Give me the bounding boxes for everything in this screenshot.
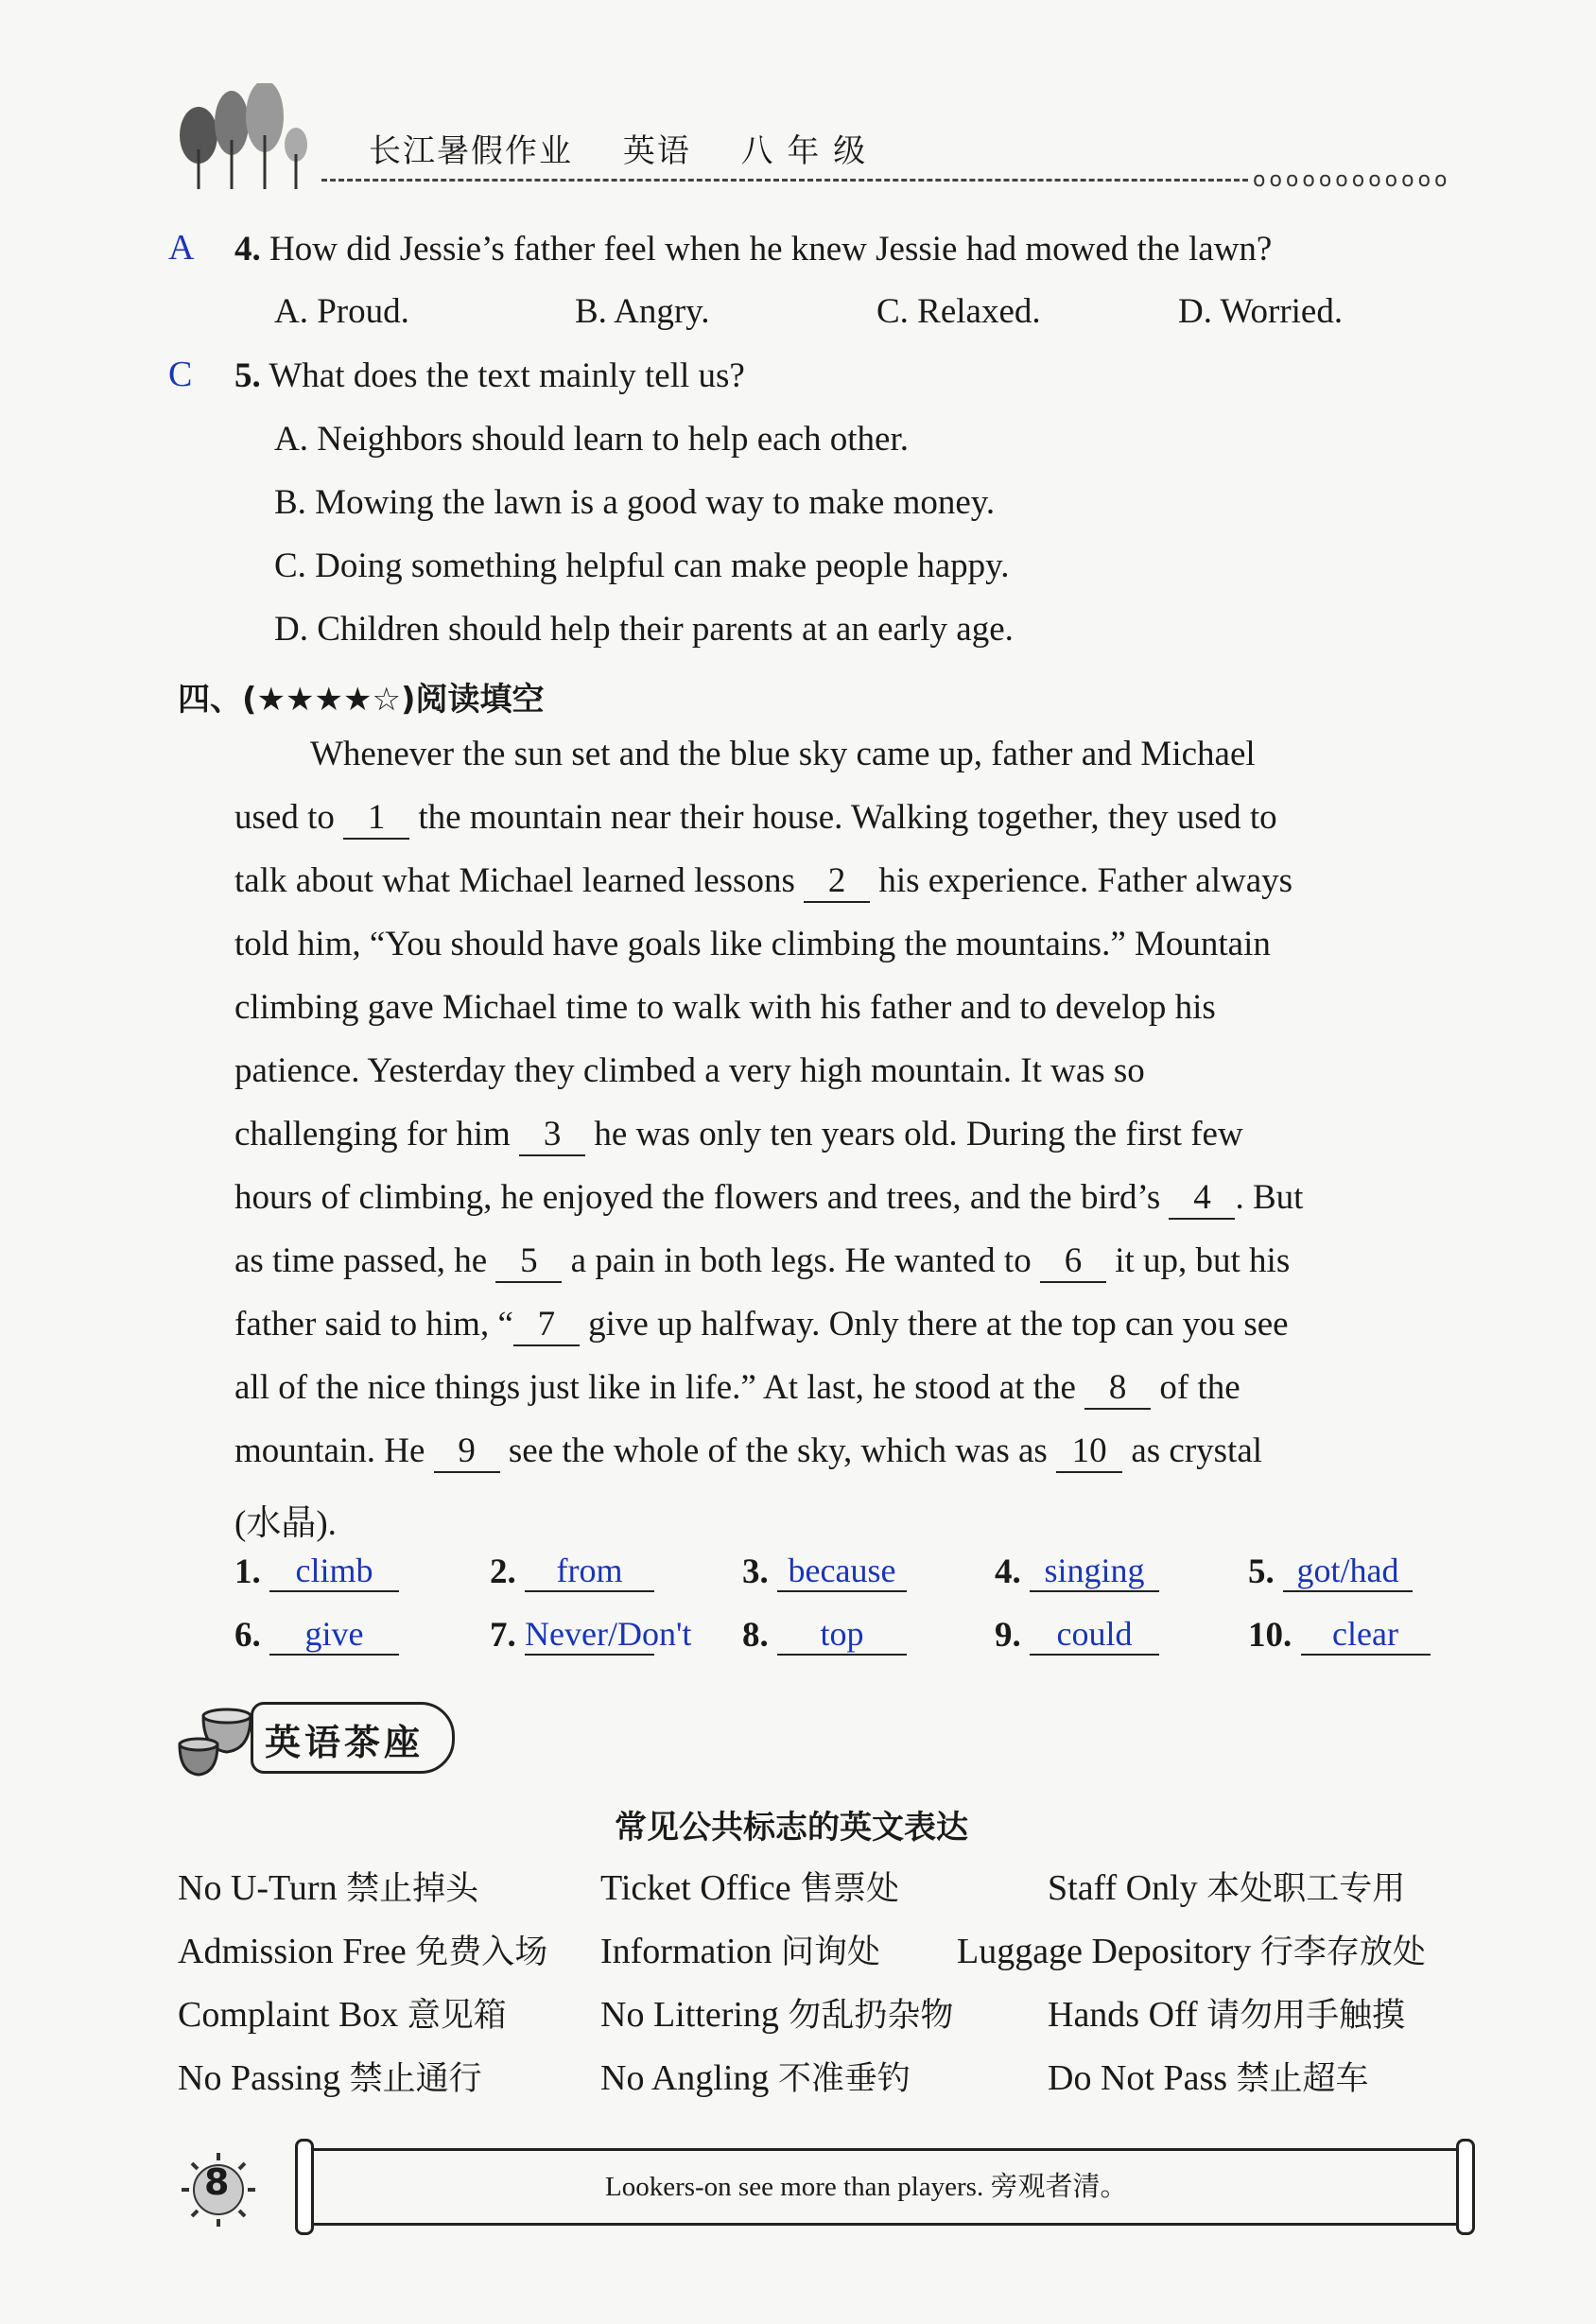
q4-option-c: C. Relaxed. (876, 292, 1041, 331)
answer-3 (742, 1551, 907, 1592)
passage-line-13: (水晶). (234, 1504, 337, 1543)
answer-number: 6. (234, 1616, 261, 1655)
answer-value: got/had (1283, 1551, 1413, 1592)
sign-zh: 问询处 (781, 1934, 881, 1971)
answer-number: 4. (995, 1552, 1021, 1591)
q5-option-c: C. Doing something helpful can make people happy. (274, 546, 1010, 585)
answer-value: top (777, 1614, 907, 1656)
answer-value: clear (1301, 1614, 1431, 1656)
blank-4: 4 (1169, 1177, 1235, 1220)
passage-text: . But (1235, 1178, 1304, 1217)
passage-text: mountain. He (234, 1431, 425, 1470)
blank-8: 8 (1084, 1367, 1151, 1410)
sign-item (957, 1926, 1426, 1973)
q5-question (234, 356, 745, 396)
answer-value: because (777, 1551, 907, 1592)
answer-number: 8. (742, 1616, 769, 1655)
sign-zh: 禁止超车 (1236, 2060, 1369, 2098)
sign-zh: 不准垂钓 (777, 2060, 911, 2098)
answer-value: give (269, 1614, 399, 1656)
q4-number: 4. (234, 230, 261, 269)
answer-value: climb (269, 1551, 399, 1592)
q5-option-b: B. Mowing the lawn is a good way to make money. (274, 483, 996, 522)
answer-2 (490, 1551, 654, 1592)
passage-line-7 (234, 1114, 1243, 1156)
answer-4 (995, 1551, 1159, 1592)
passage-text: of the (1159, 1368, 1240, 1407)
sign-en: Hands Off (1048, 1995, 1198, 2035)
passage-text: his experience. Father always (878, 861, 1293, 900)
passage-text: a pain in both legs. He wanted to (570, 1241, 1032, 1280)
passage-text: as crystal (1131, 1431, 1263, 1470)
answer-number: 3. (742, 1552, 769, 1591)
answer-value: from (525, 1551, 654, 1592)
answer-8 (742, 1614, 907, 1656)
sign-item (600, 2053, 911, 2100)
sign-en: Staff Only (1048, 1868, 1198, 1908)
sign-item (1048, 1989, 1405, 2037)
passage-line-5: climbing gave Michael time to walk with his father and to develop his (234, 988, 1216, 1027)
q5-option-d: D. Children should help their parents at an early age. (274, 610, 1014, 649)
sign-en: No U-Turn (178, 1868, 338, 1908)
sign-en: Luggage Depository (957, 1932, 1252, 1971)
passage-line-3 (234, 860, 1292, 903)
blank-6: 6 (1040, 1240, 1106, 1283)
sign-item (600, 1863, 899, 1910)
sign-zh: 禁止掉头 (346, 1870, 479, 1908)
passage-text: he was only ten years old. During the first few (594, 1115, 1243, 1153)
passage-line-6: patience. Yesterday they climbed a very high mountain. It was so (234, 1051, 1145, 1090)
motto-text: Lookers-on see more than players. 旁观者清。 (605, 2172, 1128, 2202)
passage-text: it up, but his (1115, 1241, 1291, 1280)
sign-en: Information (600, 1932, 772, 1971)
q4-option-d: D. Worried. (1178, 292, 1344, 331)
sign-en: No Passing (178, 2058, 341, 2098)
passage-line-2 (234, 797, 1277, 840)
answer-5 (1248, 1551, 1413, 1592)
header-subject: 英语 (622, 132, 691, 170)
blank-2: 2 (804, 860, 870, 903)
q4-option-b: B. Angry. (575, 292, 710, 331)
q4-question (234, 229, 1272, 269)
answer-value: Never/Don't (525, 1614, 654, 1656)
passage-text: see the whole of the sky, which was as (508, 1431, 1048, 1470)
sign-en: No Angling (600, 2058, 770, 2098)
q5-option-a: A. Neighbors should learn to help each other. (274, 420, 909, 459)
answer-9 (995, 1614, 1159, 1656)
header-grade: 八 年 级 (740, 132, 868, 170)
passage-text: challenging for him (234, 1115, 511, 1153)
blank-1: 1 (343, 797, 409, 840)
passage-text: hours of climbing, he enjoyed the flowers and trees, and the bird’s (234, 1178, 1161, 1217)
blank-10: 10 (1056, 1431, 1122, 1473)
passage-line-12 (234, 1431, 1262, 1473)
sign-zh: 行李存放处 (1259, 1934, 1426, 1971)
passage-text: give up halfway. Only there at the top can you see (588, 1305, 1289, 1344)
sign-item (178, 2053, 482, 2100)
header-divider (321, 179, 1248, 182)
sign-item (1048, 1863, 1405, 1910)
sign-item (600, 1989, 953, 2037)
q4-answer: A (168, 228, 195, 268)
passage-text: the mountain near their house. Walking together, they used to (418, 798, 1277, 837)
passage-text: Whenever the sun set and the blue sky came up, father and Michael (310, 735, 1256, 773)
passage-line-4: told him, “You should have goals like climbing the mountains.” Mountain (234, 925, 1271, 963)
answer-number: 9. (995, 1616, 1021, 1655)
answer-7 (490, 1614, 692, 1656)
sign-en: No Littering (600, 1995, 779, 2035)
sign-item (600, 1926, 880, 1973)
sign-en: Do Not Pass (1048, 2058, 1228, 2098)
q5-number: 5. (234, 356, 261, 395)
header-dots: oooooooooooo (1253, 168, 1451, 192)
tea-corner-label: 英语茶座 (265, 1722, 425, 1763)
passage-text: talk about what Michael learned lessons (234, 861, 795, 900)
passage-line-11 (234, 1367, 1240, 1410)
passage-text: used to (234, 798, 335, 837)
sign-zh: 售票处 (800, 1870, 900, 1908)
sign-en: Ticket Office (600, 1868, 791, 1908)
blank-7: 7 (513, 1304, 580, 1346)
answer-6 (234, 1614, 399, 1656)
answer-1 (234, 1551, 399, 1592)
blank-9: 9 (434, 1431, 500, 1473)
q4-text: How did Jessie’s father feel when he knew Jessie had mowed the lawn? (269, 230, 1273, 269)
answer-number: 2. (490, 1552, 516, 1591)
passage-text: father said to him, “ (234, 1305, 513, 1344)
answer-number: 1. (234, 1552, 261, 1591)
page-number: 8 (204, 2161, 230, 2203)
sign-zh: 本处职工专用 (1206, 1870, 1406, 1908)
header-book: 长江暑假作业 (369, 132, 573, 170)
passage-line-8 (234, 1177, 1303, 1220)
sign-zh: 免费入场 (415, 1934, 548, 1971)
section-title: 四、(★★★★☆)阅读填空 (178, 681, 545, 719)
sign-item (178, 1989, 507, 2037)
answer-value: could (1030, 1614, 1159, 1656)
answer-number: 7. (490, 1616, 516, 1655)
q5-answer: C (168, 355, 193, 394)
scroll-end-left (295, 2139, 314, 2235)
passage-text: as time passed, he (234, 1241, 488, 1280)
trees-logo-icon (175, 83, 317, 192)
scroll-end-right (1456, 2139, 1475, 2235)
sign-zh: 请勿用手触摸 (1206, 1997, 1406, 2035)
passage-line-10 (234, 1304, 1289, 1346)
answer-number: 5. (1248, 1552, 1275, 1591)
answer-value: singing (1030, 1551, 1159, 1592)
blank-3: 3 (519, 1114, 585, 1156)
sign-item (1048, 2053, 1369, 2100)
blank-5: 5 (495, 1240, 562, 1283)
answer-number: 10. (1248, 1616, 1292, 1655)
passage-line-1 (310, 734, 1468, 774)
q5-text: What does the text mainly tell us? (269, 356, 745, 395)
passage-line-9 (234, 1240, 1290, 1283)
sign-item (178, 1926, 547, 1973)
signs-title: 常见公共标志的英文表达 (615, 1809, 968, 1847)
sign-item (178, 1863, 478, 1910)
sign-en: Complaint Box (178, 1995, 399, 2035)
answer-10 (1248, 1614, 1431, 1656)
sign-zh: 禁止通行 (349, 2060, 482, 2098)
passage-text: all of the nice things just like in life.” At last, he stood at the (234, 1368, 1076, 1407)
sign-en: Admission Free (178, 1932, 407, 1971)
q4-option-a: A. Proud. (274, 292, 409, 331)
sign-zh: 意见箱 (407, 1997, 507, 2035)
header-title (369, 125, 905, 171)
sign-zh: 勿乱扔杂物 (788, 1997, 954, 2035)
